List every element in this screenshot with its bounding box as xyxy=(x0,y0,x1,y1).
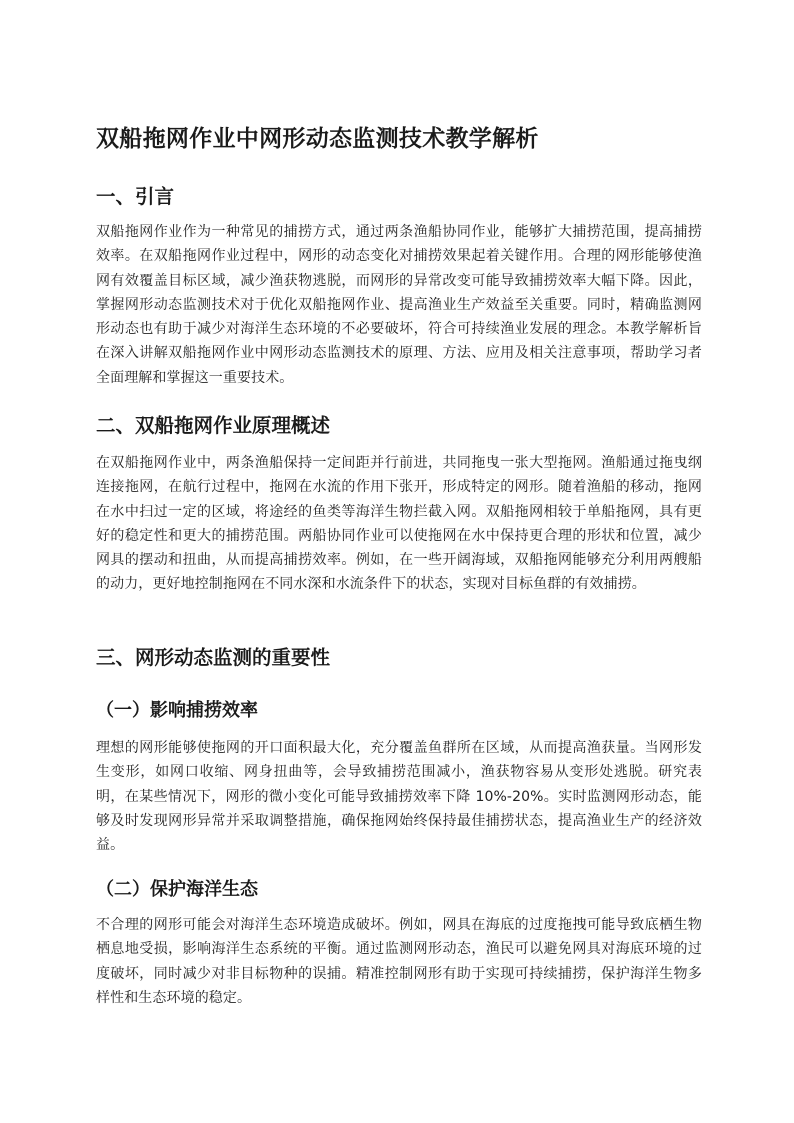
ecology-paragraph: 不合理的网形可能会对海洋生态环境造成破坏。例如，网具在海底的过度拖拽可能导致底栖生物栖息地受损，影响海洋生态系统的平衡。通过监测网形动态，渔民可以避免网具对海底环境的过度破坏，同时减少对非目标物种的误捕。精准控制网形有助于实现可持续捕捞，保护海洋生物多样性和生态环境的稳定。 xyxy=(96,917,702,1006)
section-heading-principle: 二、双船拖网作业原理概述 xyxy=(96,414,331,437)
principle-paragraph: 在双船拖网作业中，两条渔船保持一定间距并行前进，共同拖曳一张大型拖网。渔船通过拖曳纲连接拖网，在航行过程中，拖网在水流的作用下张开，形成特定的网形。随着渔船的移动，拖网在水中扫过一定的区域，将途经的鱼类等海洋生物拦截入网。双船拖网相较于单船拖网，具有更好的稳定性和更大的捕捞范围。两船协同作业可以使拖网在水中保持更合理的形状和位置，减少网具的摆动和扭曲，从而提高捕捞效率。例如，在一些开阔海域，双船拖网能够充分利用两艘船的动力，更好地控制拖网在不同水深和水流条件下的状态，实现对目标鱼群的有效捕捞。 xyxy=(96,455,702,593)
section-heading-importance: 三、网形动态监测的重要性 xyxy=(96,646,331,669)
document-title: 双船拖网作业中网形动态监测技术教学解析 xyxy=(96,126,539,152)
subsection-heading-ecology: （二）保护海洋生态 xyxy=(96,879,258,900)
efficiency-paragraph: 理想的网形能够使拖网的开口面积最大化，充分覆盖鱼群所在区域，从而提高渔获量。当网形发生变形，如网口收缩、网身扭曲等，会导致捕捞范围减小，渔获物容易从变形处逃脱。研究表明，在某些情况下，网形的微小变化可能导致捕捞效率下降 10%-20%。实时监测网形动态，能够及时发现网形异常并采取调整措施，确保拖网始终保持最佳捕捞状态，提高渔业生产的经济效益。 xyxy=(96,740,702,854)
section-heading-introduction: 一、引言 xyxy=(96,185,175,208)
introduction-paragraph: 双船拖网作业作为一种常见的捕捞方式，通过两条渔船协同作业，能够扩大捕捞范围，提高捕捞效率。在双船拖网作业过程中，网形的动态变化对捕捞效果起着关键作用。合理的网形能够使渔网有效覆盖目标区域，减少渔获物逃脱，而网形的异常改变可能导致捕捞效率大幅下降。因此，掌握网形动态监测技术对于优化双船拖网作业、提高渔业生产效益至关重要。同时，精确监测网形动态也有助于减少对海洋生态环境的不必要破坏，符合可持续渔业发展的理念。本教学解析旨在深入讲解双船拖网作业中网形动态监测技术的原理、方法、应用及相关注意事项，帮助学习者全面理解和掌握这一重要技术。 xyxy=(96,224,702,386)
subsection-heading-efficiency: （一）影响捕捞效率 xyxy=(96,700,258,721)
